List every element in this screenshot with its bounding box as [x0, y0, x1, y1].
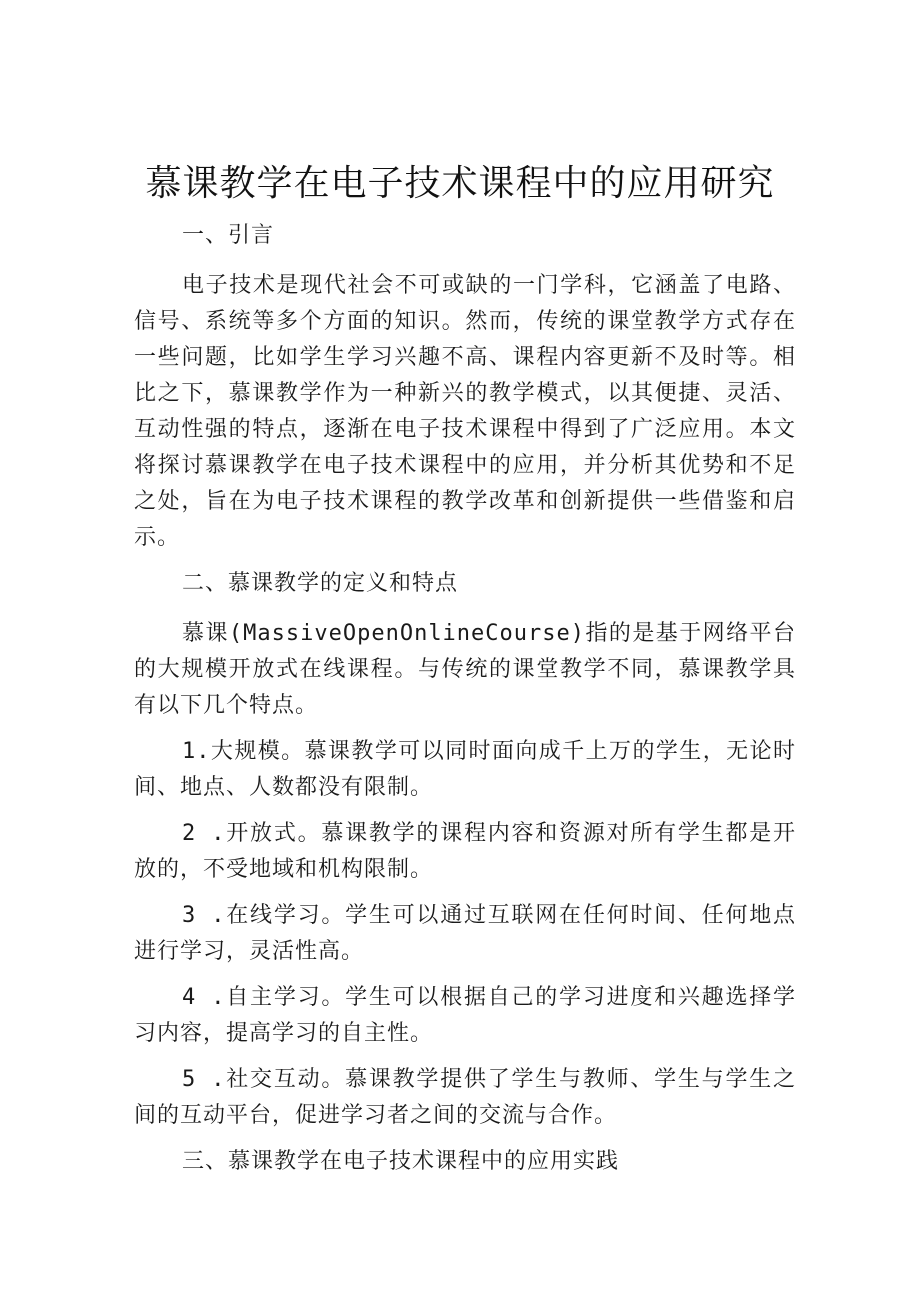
document-body	[134, 218, 796, 1194]
list-item-self-directed: 4 .自主学习。学生可以根据自己的学习进度和兴趣选择学习内容，提高学习的自主性。	[134, 985, 796, 1046]
section-heading-definition: 二、慕课教学的定义和特点	[182, 571, 459, 596]
section-heading-application: 三、慕课教学在电子技术课程中的应用实践	[182, 1149, 620, 1174]
section-heading-introduction: 一、引言	[182, 223, 275, 248]
list-item-open: 2 .开放式。慕课教学的课程内容和资源对所有学生都是开放的，不受地域和机构限制。	[134, 821, 796, 882]
paragraph-introduction: 电子技术是现代社会不可或缺的一门学科，它涵盖了电路、信号、系统等多个方面的知识。然而，传统的课堂教学方式存在一些问题，比如学生学习兴趣不高、课程内容更新不及时等。相比之下，慕课教学作为一种新兴的教学模式，以其便捷、灵活、互动性强的特点，逐渐在电子技术课程中得到了广泛应用。本文将探讨慕课教学在电子技术课程中的应用，并分析其优势和不足之处，旨在为电子技术课程的教学改革和创新提供一些借鉴和启示。	[134, 273, 796, 550]
list-item-large-scale: 1.大规模。慕课教学可以同时面向成千上万的学生，无论时间、地点、人数都没有限制。	[134, 739, 796, 800]
list-item-social-interaction: 5 .社交互动。慕课教学提供了学生与教师、学生与学生之间的互动平台，促进学习者之间的交流与合作。	[134, 1067, 796, 1128]
document-title: 慕课教学在电子技术课程中的应用研究	[145, 163, 775, 204]
list-item-online-learning: 3 .在线学习。学生可以通过互联网在任何时间、任何地点进行学习，灵活性高。	[134, 903, 796, 964]
paragraph-definition: 慕课(MassiveOpenOnlineCourse)指的是基于网络平台的大规模开放式在线课程。与传统的课堂教学不同，慕课教学具有以下几个特点。	[134, 621, 796, 718]
